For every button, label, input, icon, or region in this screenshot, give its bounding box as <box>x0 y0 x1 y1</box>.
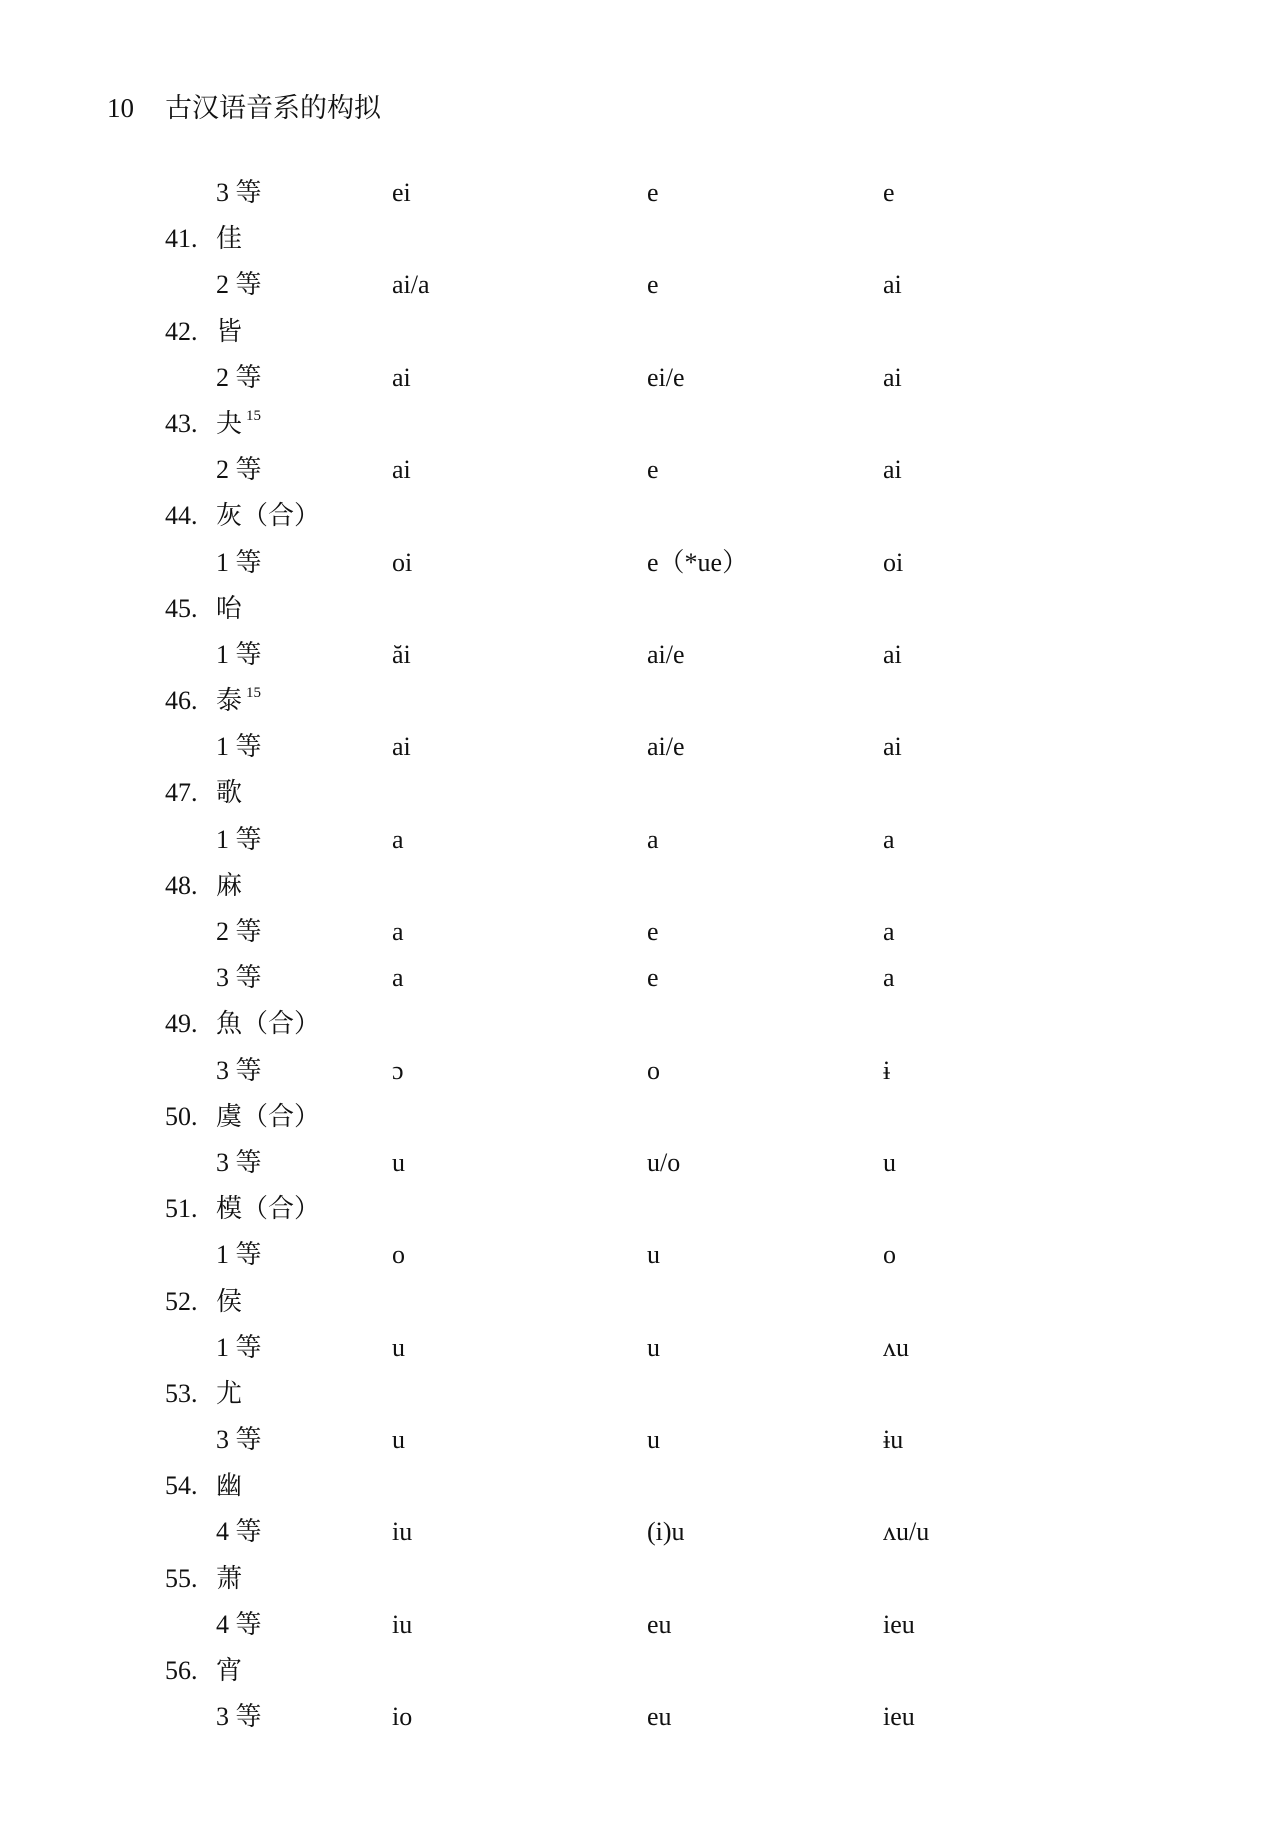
rhyme-group-number: 41. <box>165 224 198 254</box>
rhyme-group-name <box>216 1186 320 1232</box>
reconstruction-col-3: a <box>883 824 895 854</box>
reconstruction-col-1: a <box>392 963 404 993</box>
rhyme-group-name-text: 皆 <box>216 316 243 346</box>
rhyme-group-row <box>0 216 1280 262</box>
rhyme-data-row <box>0 1232 1280 1278</box>
division-grade: 3 等 <box>216 963 262 993</box>
rhyme-table <box>0 170 1280 1740</box>
division-grade: 3 等 <box>216 1147 262 1177</box>
rhyme-group-number: 45. <box>165 593 198 623</box>
division-grade: 2 等 <box>216 362 262 392</box>
rhyme-group-row <box>0 1463 1280 1509</box>
rhyme-group-name <box>216 216 242 262</box>
rhyme-group-row <box>0 863 1280 909</box>
reconstruction-col-2: e（*ue） <box>647 547 749 577</box>
page-header <box>107 88 381 128</box>
reconstruction-col-3: ʌu/u <box>883 1517 930 1547</box>
rhyme-group-number: 51. <box>165 1194 198 1224</box>
division-grade: 2 等 <box>216 455 262 485</box>
rhyme-data-row <box>0 1325 1280 1371</box>
page-title: 古汉语音系的构拟 <box>165 93 381 123</box>
reconstruction-col-1: a <box>392 917 404 946</box>
rhyme-group-name-text: 模（合） <box>216 1194 321 1224</box>
rhyme-data-row <box>0 955 1280 1001</box>
reconstruction-col-3: ai <box>883 639 902 669</box>
reconstruction-col-1: oi <box>392 547 413 577</box>
reconstruction-col-2: ei/e <box>647 362 685 392</box>
reconstruction-col-1: iu <box>392 1609 413 1639</box>
reconstruction-col-3: a <box>883 917 895 946</box>
rhyme-data-row <box>0 1048 1280 1094</box>
division-grade: 1 等 <box>216 547 262 577</box>
reconstruction-col-1: o <box>392 1240 405 1270</box>
reconstruction-col-3: ɨ <box>883 1055 891 1085</box>
reconstruction-col-2: eu <box>647 1609 672 1639</box>
rhyme-group-name <box>216 586 242 632</box>
rhyme-group-name <box>216 493 320 539</box>
rhyme-group-row <box>0 1556 1280 1602</box>
reconstruction-col-1: ai/a <box>392 270 430 300</box>
rhyme-group-row <box>0 309 1280 355</box>
rhyme-data-row <box>0 1417 1280 1463</box>
rhyme-data-row <box>0 817 1280 863</box>
rhyme-group-number: 48. <box>165 870 198 900</box>
rhyme-group-name <box>216 863 242 909</box>
reconstruction-col-1: a <box>392 824 404 854</box>
rhyme-group-name-text: 魚（合） <box>216 1009 321 1039</box>
rhyme-group-name <box>216 1463 242 1509</box>
reconstruction-col-2: e <box>647 178 659 207</box>
reconstruction-col-3: o <box>883 1240 896 1270</box>
rhyme-data-row <box>0 1140 1280 1186</box>
division-grade: 3 等 <box>216 1055 262 1085</box>
rhyme-group-row <box>0 678 1280 724</box>
reconstruction-col-2: ai/e <box>647 732 685 762</box>
reconstruction-col-2: e <box>647 270 659 300</box>
rhyme-group-row <box>0 1371 1280 1417</box>
rhyme-group-row <box>0 586 1280 632</box>
rhyme-group-name-text: 麻 <box>216 870 243 900</box>
division-grade: 1 等 <box>216 732 262 762</box>
footnote-marker: 15 <box>246 685 262 702</box>
rhyme-group-row <box>0 1648 1280 1694</box>
reconstruction-col-2: u/o <box>647 1147 681 1177</box>
reconstruction-col-2: a <box>647 824 659 854</box>
rhyme-group-row <box>0 401 1280 447</box>
rhyme-group-number: 53. <box>165 1378 198 1408</box>
rhyme-group-row <box>0 1001 1280 1047</box>
reconstruction-col-2: o <box>647 1055 660 1085</box>
rhyme-group-name <box>216 1556 242 1602</box>
reconstruction-col-2: e <box>647 963 659 993</box>
rhyme-group-row <box>0 1094 1280 1140</box>
rhyme-group-name <box>216 1279 242 1325</box>
reconstruction-col-1: ai <box>392 362 411 392</box>
reconstruction-col-1: u <box>392 1332 405 1362</box>
reconstruction-col-2: e <box>647 455 659 485</box>
division-grade: 1 等 <box>216 1332 262 1362</box>
division-grade: 3 等 <box>216 1425 262 1455</box>
reconstruction-col-3: ai <box>883 732 902 762</box>
reconstruction-col-3: ai <box>883 270 902 300</box>
rhyme-group-name-text: 虞（合） <box>216 1101 321 1131</box>
rhyme-group-name-text: 歌 <box>216 778 243 808</box>
rhyme-group-row <box>0 1279 1280 1325</box>
division-grade: 1 等 <box>216 1240 262 1270</box>
rhyme-group-name <box>216 1094 320 1140</box>
rhyme-group-number: 52. <box>165 1286 198 1316</box>
page-number: 10 <box>107 93 134 123</box>
rhyme-group-row <box>0 770 1280 816</box>
rhyme-data-row <box>0 355 1280 401</box>
reconstruction-col-2: u <box>647 1332 660 1362</box>
rhyme-group-name <box>216 401 261 447</box>
rhyme-data-row <box>0 909 1280 955</box>
division-grade: 3 等 <box>216 178 262 207</box>
division-grade: 1 等 <box>216 824 262 854</box>
rhyme-group-number: 49. <box>165 1009 198 1039</box>
rhyme-data-row <box>0 1509 1280 1555</box>
rhyme-group-number: 55. <box>165 1563 198 1593</box>
reconstruction-col-3: ieu <box>883 1609 915 1639</box>
rhyme-data-row <box>0 724 1280 770</box>
reconstruction-col-1: ai <box>392 455 411 485</box>
rhyme-group-name-text: 幽 <box>216 1471 243 1501</box>
division-grade: 3 等 <box>216 1702 262 1732</box>
reconstruction-col-3: ai <box>883 362 902 392</box>
reconstruction-col-3: ieu <box>883 1702 915 1732</box>
division-grade: 4 等 <box>216 1517 262 1547</box>
reconstruction-col-2: ai/e <box>647 639 685 669</box>
reconstruction-col-2: (i)u <box>647 1517 685 1547</box>
rhyme-group-name <box>216 309 242 355</box>
rhyme-group-name-text: 佳 <box>216 224 243 254</box>
rhyme-group-name-text: 泰 <box>216 686 243 716</box>
division-grade: 2 等 <box>216 917 262 946</box>
reconstruction-col-3: a <box>883 963 895 993</box>
reconstruction-col-2: u <box>647 1425 660 1455</box>
reconstruction-col-1: u <box>392 1425 405 1455</box>
rhyme-group-name-text: 尤 <box>216 1378 243 1408</box>
rhyme-group-number: 42. <box>165 316 198 346</box>
rhyme-group-number: 54. <box>165 1471 198 1501</box>
rhyme-group-name-text: 咍 <box>216 593 243 623</box>
rhyme-group-name-text: 宵 <box>216 1656 243 1685</box>
reconstruction-col-3: ai <box>883 455 902 485</box>
rhyme-data-row <box>0 1694 1280 1740</box>
reconstruction-col-2: eu <box>647 1702 672 1732</box>
rhyme-group-name <box>216 770 242 816</box>
reconstruction-col-1: iu <box>392 1517 413 1547</box>
rhyme-group-number: 46. <box>165 686 198 716</box>
rhyme-group-number: 56. <box>165 1656 198 1685</box>
rhyme-group-number: 44. <box>165 501 198 531</box>
rhyme-data-row <box>0 447 1280 493</box>
rhyme-group-name-text: 侯 <box>216 1286 243 1316</box>
rhyme-group-name <box>216 1648 242 1694</box>
reconstruction-col-3: ʌu <box>883 1332 909 1362</box>
division-grade: 4 等 <box>216 1609 262 1639</box>
rhyme-group-name-text: 夬 <box>216 408 243 438</box>
rhyme-group-number: 47. <box>165 778 198 808</box>
rhyme-group-number: 50. <box>165 1101 198 1131</box>
rhyme-data-row <box>0 632 1280 678</box>
reconstruction-col-1: ɔ <box>392 1055 404 1085</box>
rhyme-group-name <box>216 1001 320 1047</box>
rhyme-group-name <box>216 678 261 724</box>
rhyme-group-row <box>0 1186 1280 1232</box>
reconstruction-col-3: ɨu <box>883 1425 904 1455</box>
rhyme-group-name-text: 灰（合） <box>216 501 321 531</box>
rhyme-group-name <box>216 1371 242 1417</box>
division-grade: 1 等 <box>216 639 262 669</box>
reconstruction-col-3: e <box>883 178 895 207</box>
reconstruction-col-1: ăi <box>392 639 411 669</box>
division-grade: 2 等 <box>216 270 262 300</box>
reconstruction-col-2: e <box>647 917 659 946</box>
reconstruction-col-1: io <box>392 1702 413 1732</box>
reconstruction-col-2: u <box>647 1240 660 1270</box>
reconstruction-col-3: u <box>883 1147 896 1177</box>
rhyme-data-row <box>0 262 1280 308</box>
footnote-marker: 15 <box>246 407 262 424</box>
rhyme-group-number: 43. <box>165 408 198 438</box>
rhyme-data-row <box>0 540 1280 586</box>
rhyme-data-row <box>0 1602 1280 1648</box>
reconstruction-col-1: ei <box>392 178 411 207</box>
rhyme-group-row <box>0 493 1280 539</box>
reconstruction-col-3: oi <box>883 547 904 577</box>
rhyme-group-name-text: 萧 <box>216 1563 243 1593</box>
reconstruction-col-1: u <box>392 1147 405 1177</box>
reconstruction-col-1: ai <box>392 732 411 762</box>
rhyme-data-row <box>0 170 1280 216</box>
